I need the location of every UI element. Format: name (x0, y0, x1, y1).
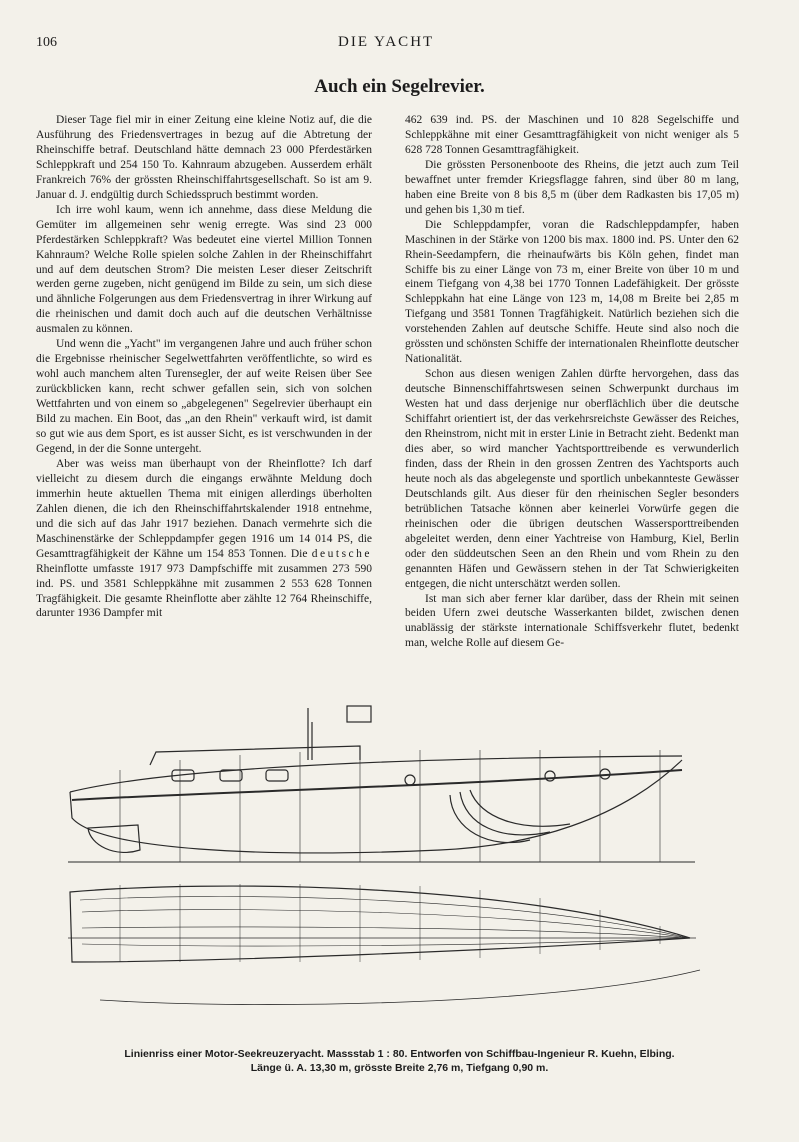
yacht-lines-plan-drawing (60, 700, 710, 1025)
spaced-word: deutsche (311, 547, 372, 560)
paragraph: Und wenn die „Yacht" im vergangenen Jahre und auch früher schon die Ergebnisse rheinischer Segelwettfahrten veröffentlichte, so wird es wohl auch manchem alten Turensegler, der auf weite Reisen über See zurückblicken kann, recht schwer gefallen sein, sich von solchen Wettfahrten und von einem so „abgelegenen" Segelrevier überhaupt ein Bild zu machen. Ein Boot, das „an den Rhein" verkauft wird, ist damit so gut wie aus dem Sport, es ist ausser Sicht, es ist verschwunden in der Gegend, in der die Sonne untergeht. (36, 338, 372, 455)
article-title: Auch ein Segelrevier. (314, 76, 485, 97)
porthole (545, 771, 555, 781)
running-head: DIE YACHT (338, 34, 435, 50)
caption-title: Linienriss einer Motor-Seekreuzeryacht. (124, 1048, 324, 1060)
paragraph: Schon aus diesen wenigen Zahlen dürfte hervorgehen, dass das deutsche Binnenschiffahrtswesen seinen Schwerpunkt durchaus im Westen hat und dass derjenige nur oberflächlich über die deutsche Schiffahrt orientiert ist, der das verkehrsreichste Gewässer des Reiches, den Rheinstrom, nicht mit in erster Linie in Betracht zieht. Bedenkt man dies aber, so wird mancher Yachtsporttreibende es verwunderlich finden, dass der Rhein in den grossen Zentren des Yachtsports auch heute noch als das abgelegenste und sportlich unbekannteste Gewässer Deutschlands gilt. Aus dieser für den rheinischen Segler besonders betrüblichen Tatsache können aber keinerlei Vorwürfe gegen die rheinischen oder die übrigen deutschen Wassersporttreibenden abgeleitet werden, denn einer Yachtreise von Hamburg, Kiel, Berlin oder den süddeutschen Seen an den Rhein und vom Rhein zu den genannten Häfen und Gewässern stehen in der Tat Schwierigkeiten entgegen, die nicht unterschätzt werden sollen. (405, 368, 739, 590)
deckhouse-roof (150, 746, 360, 765)
paragraph (36, 457, 372, 621)
page-number: 106 (36, 35, 57, 50)
porthole (266, 770, 288, 781)
hull-profile (70, 760, 682, 853)
caption-text: Massstab 1 : 80. Entworfen von Schiffbau-Ingenieur R. Kuehn, Elbing. (323, 1048, 675, 1060)
paragraph-continuation: 462 639 ind. PS. der Maschinen und 10 828 Segelschiffe und Schleppkähne mit einer Gesamttragfähigkeit von nicht weniger als 5 628 728 Tonnen Gesamttragfähigkeit. (405, 114, 739, 156)
paragraph: Ist man sich aber ferner klar darüber, dass der Rhein mit seinen beiden Ufern zwei deutsche Wasserkanten bildet, zwischen denen unablässig der stärkste internationale Schiffsverkehr flutet, bedenkt man, welche Rolle auf diesem Ge- (405, 592, 739, 650)
paragraph: Die grössten Personenboote des Rheins, die jetzt auch zum Teil bewaffnet unter fremder Kriegsflagge fahren, sind über 80 m lang, haben eine Breite von 8 bis 8,5 m (über dem Radkasten bis 17,05 m) und gehen bis 1,30 m tief. (405, 158, 739, 216)
funnel-top (347, 706, 371, 722)
caption-line (0, 1047, 799, 1061)
figure-caption (0, 1047, 799, 1075)
paragraph: Ich irre wohl kaum, wenn ich annehme, dass diese Meldung die Gemüter im allgemeinen sehr wenig erregte. Was sind 23 000 Pferdestärken Schleppkraft? Was bedeutet eine viertel Million Tonnen Kahnraum? Welche Rolle spielen solche Zahlen in der Rheinschiffahrt und auf dem deutschen Strom? Die meisten Leser dieser Zeitschrift werden gerne zugeben, nicht genügend im Bilde zu sein, um sich diese und ähnliche Folgerungen aus dem Friedensvertrag in ihrer Wirkung auf die rheinischen und damit doch auch auf die deutschen Verhältnisse ausmalen zu können. (36, 203, 372, 336)
right-column (405, 113, 739, 651)
paragraph: Dieser Tage fiel mir in einer Zeitung eine kleine Notiz auf, die die Ausführung des Friedensvertrages in bezug auf die Abtretung der Rheinschiffe betraf. Deutschland hätte demnach 23 000 Pferdestärken Schleppkraft und 254 150 To. Kahnraum abzugeben. Ausserdem erhält Frankreich 76% der grössten Rheinschiffahrtsgesellschaft. So ist am 9. Januar d. J. endgültig durch Schiedsspruch bestimmt worden. (36, 114, 372, 201)
porthole (405, 775, 415, 785)
paragraph: Die Schleppdampfer, voran die Radschleppdampfer, haben Maschinen in der Stärke von 1200 bis max. 1800 ind. PS. Unter den 62 Rhein-Seedampfern, die rheinaufwärts bis Köln gehen, findet man Schiffe bis zu einer Länge von 73 m, einer Breite von über 10 m und einem Tiefgang von 4,38 bei 1770 Tonnen Ladefähigkeit. Der grösste Schleppkahn hat eine Länge von 123 m, 14,08 m Breite bei 2,85 m Tiefgang und 3581 Tonnen Tragfähigkeit. Natürlich beziehen sich die vorstehenden Zahlen auf deutsche Schiffe. Heute sind also noch die grössten und schönsten Schiffe der internationalen Rheinflotte deutscher Nationalität. (405, 218, 739, 366)
paragraph-text: Rheinflotte umfasste 1917 973 Dampfschiffe mit zusammen 273 590 ind. PS. und 3581 Schleppkähne mit zusammen 2 553 628 Tonnen Tragfähigkeit. Die gesamte Rheinflotte aber zählte 12 764 Rheinschiffe, darunter 1936 Dampfer mit (36, 562, 372, 620)
left-column (36, 113, 372, 621)
paragraph-text: Aber was weiss man überhaupt von der Rheinflotte? Ich darf vielleicht zu diesem durch die eingangs erwähnte Meldung doch immerhin heute aktuellen Thema mit einigen allerdings überholten Zahlen dienen, die ich den Rheinschiffahrtskalender 1918 entnehme, und die sich auf das Jahr 1917 beziehen. Danach vermehrte sich die Maschinenstärke der Schleppdampfer gegen 1916 um 14 014 PS, die Gesamttragfähigkeit der Kähne um 154 853 Tonnen. Die (36, 457, 372, 560)
caption-line-2: Länge ü. A. 13,30 m, grösste Breite 2,76 m, Tiefgang 0,90 m. (250, 1062, 549, 1074)
rudder (88, 825, 140, 852)
waterline-band (72, 770, 682, 800)
plan-view-outline (70, 886, 690, 962)
